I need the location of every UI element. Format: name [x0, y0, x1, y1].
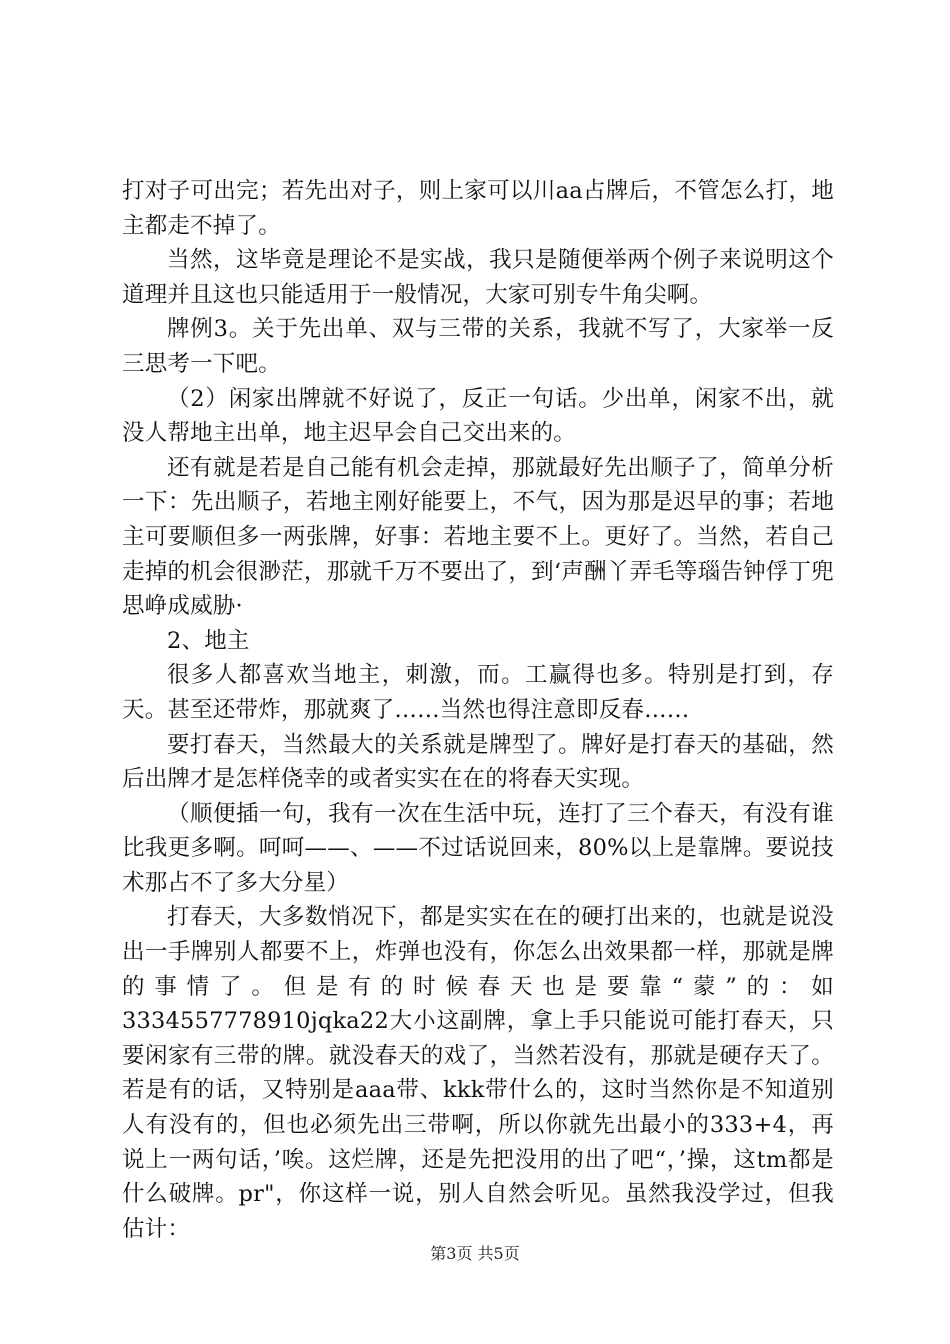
paragraph: 当然，这毕竟是理论不是实战，我只是随便举两个例子来说明这个道理并且这也只能适用于一般情况，大家可别专牛角尖啊。 [122, 247, 834, 308]
body-text [122, 174, 834, 1246]
paragraph: 打对子可出完；若先出对子，则上家可以川aa占牌后，不管怎么打，地主都走不掉了。 [122, 178, 834, 239]
page-number-footer: 第3页 共5页 [430, 1244, 520, 1263]
paragraph: 很多人都喜欢当地主，刺激，而。工赢得也多。特别是打到，存天。甚至还带炸，那就爽了……当然也得注意即反春…… [122, 662, 834, 723]
paragraph: （顺便插一句，我有一次在生活中玩，连打了三个春天，有没有谁比我更多啊。呵呵——、——不过话说回来，80%以上是靠牌。要说技术那占不了多大分星） [122, 800, 834, 896]
section-heading: 2、地主 [167, 627, 250, 654]
paragraph: （2）闲家出牌就不好说了，反正一句话。少出单，闲家不出，就没人帮地主出单，地主迟早会自己交出来的。 [122, 385, 834, 447]
paragraph: 要打春天，当然最大的关系就是牌型了。牌好是打春天的基础，然后出牌才是怎样侥幸的或者实实在在的将春天实现。 [122, 731, 834, 793]
paragraph: 打春天，大多数悄况下，都是实实在在的硬打出来的，也就是说没出一手牌别人都要不上，炸弹也没有，你怎么出效果都一样，那就是牌的事情了。但是有的时候春天也是要靠“蒙”的：如3334557778910jqka22大小这副牌，拿上手只能说可能打春天，只要闲家有三带的牌。就没春天的戏了，当然若没有，那就是硬存天了。若是有的话，又特别是aaa带、kkk带什么的，这时当然你是不知道别人有没有的，但也必须先出三带啊，所以你就先出最小的333+4，再说上一两句话，’唉。这烂牌，还是先把没用的出了吧“，’操，这tm都是什么破牌。pr"，你这样一说，别人自然会听见。虽然我没学过，但我估计： [122, 904, 834, 1242]
paragraph: 还有就是若是自己能有机会走掉，那就最好先出顺子了，简单分析一下：先出顺子，若地主刚好能要上，不气，因为那是迟早的事；若地主可要顺但多一两张牌，好事：若地主要不上。更好了。当然，若自己走掉的机会很渺茫，那就千万不要出了，到‘声酬丫弄毛等瑙告钟俘丁兜思峥成威胁· [122, 454, 834, 620]
paragraph: 牌例3。关于先出单、双与三带的关系，我就不写了，大家举一反三思考一下吧。 [122, 316, 834, 377]
